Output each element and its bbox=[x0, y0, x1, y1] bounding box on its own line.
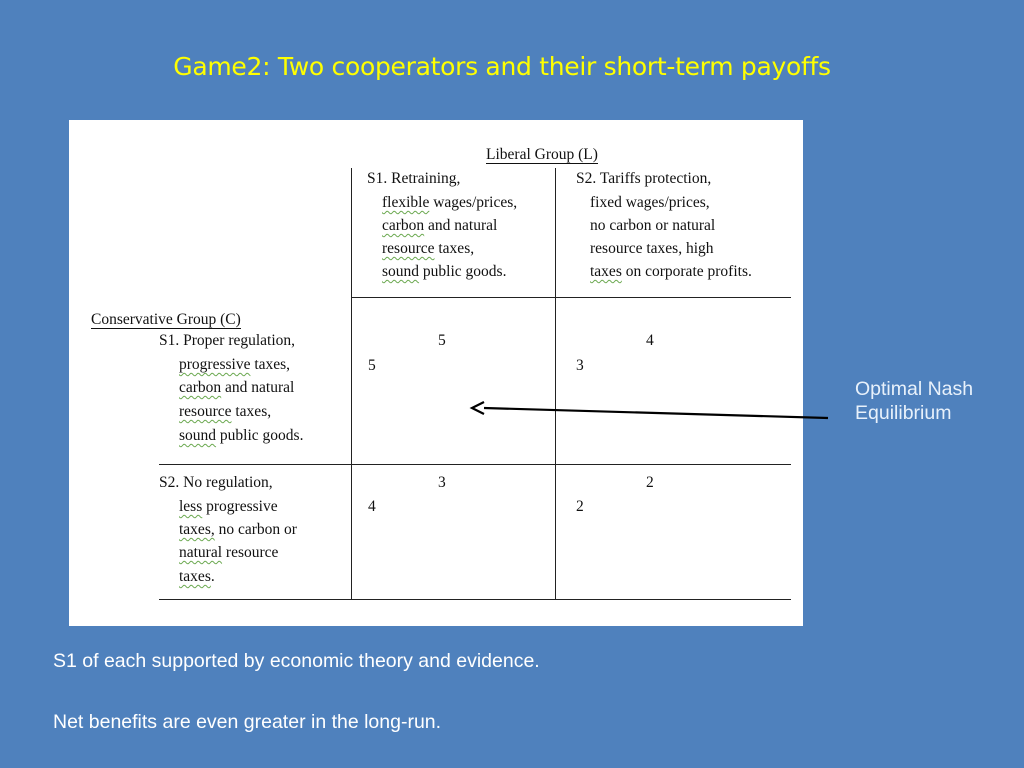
column-group-text: Liberal Group (L) bbox=[486, 146, 598, 163]
col2-word: taxes bbox=[590, 263, 622, 280]
payoff-r2c1-liberal: 3 bbox=[438, 474, 446, 491]
payoff-r1c2-liberal: 4 bbox=[646, 332, 654, 349]
col1-word: resource bbox=[382, 240, 435, 257]
row1-word: carbon bbox=[179, 379, 222, 396]
col1-text: wages/prices, bbox=[429, 194, 518, 211]
col2-text: resource taxes, high bbox=[590, 240, 714, 257]
annotation-line: Optimal Nash bbox=[855, 378, 974, 400]
note-line-1: S1 of each supported by economic theory and evidence. bbox=[53, 650, 540, 672]
row2-word: taxes bbox=[179, 568, 211, 585]
col1-text: taxes, bbox=[434, 240, 475, 257]
row1-word: progressive bbox=[179, 356, 251, 373]
row1-text: S1. Proper regulation, bbox=[159, 332, 296, 349]
row1-text: taxes, bbox=[231, 403, 272, 420]
row1-word: sound bbox=[179, 427, 217, 444]
row2-word: less bbox=[179, 498, 203, 515]
payoff-r1c2-conservative: 3 bbox=[576, 357, 584, 374]
col2-text: no carbon or natural bbox=[590, 217, 716, 234]
col2-text: fixed wages/prices, bbox=[590, 194, 710, 211]
payoff-r2c2-conservative: 2 bbox=[576, 498, 584, 515]
row2-text: no carbon or bbox=[214, 521, 297, 538]
nash-equilibrium-annotation bbox=[855, 378, 973, 426]
row2-text: S2. No regulation, bbox=[159, 474, 273, 491]
slide-title: Game2: Two cooperators and their short-term payoffs bbox=[173, 52, 831, 81]
row2-word: taxes, bbox=[179, 521, 215, 538]
row2-text: . bbox=[210, 568, 215, 585]
payoff-r2c1-conservative: 4 bbox=[368, 498, 376, 515]
payoff-r1c1-liberal: 5 bbox=[438, 332, 446, 349]
row1-word: resource bbox=[179, 403, 232, 420]
note-line-2: Net benefits are even greater in the long-run. bbox=[53, 711, 442, 733]
row2-text: progressive bbox=[202, 498, 278, 515]
col1-text: and natural bbox=[424, 217, 498, 234]
col1-text: public goods. bbox=[419, 263, 507, 280]
row1-text: public goods. bbox=[216, 427, 304, 444]
col1-word: flexible bbox=[382, 194, 430, 211]
row2-text: resource bbox=[222, 544, 279, 561]
row1-text: and natural bbox=[221, 379, 295, 396]
row2-word: natural bbox=[179, 544, 223, 561]
payoff-r2c2-liberal: 2 bbox=[646, 474, 654, 491]
payoff-r1c1-conservative: 5 bbox=[368, 357, 376, 374]
col1-word: carbon bbox=[382, 217, 425, 234]
col1-word: sound bbox=[382, 263, 420, 280]
col2-text: S2. Tariffs protection, bbox=[576, 170, 712, 187]
row-group-text: Conservative Group (C) bbox=[91, 311, 241, 328]
col1-text: S1. Retraining, bbox=[367, 170, 461, 187]
col2-text: on corporate profits. bbox=[621, 263, 752, 280]
annotation-line: Equilibrium bbox=[855, 401, 952, 424]
row1-text: taxes, bbox=[250, 356, 291, 373]
